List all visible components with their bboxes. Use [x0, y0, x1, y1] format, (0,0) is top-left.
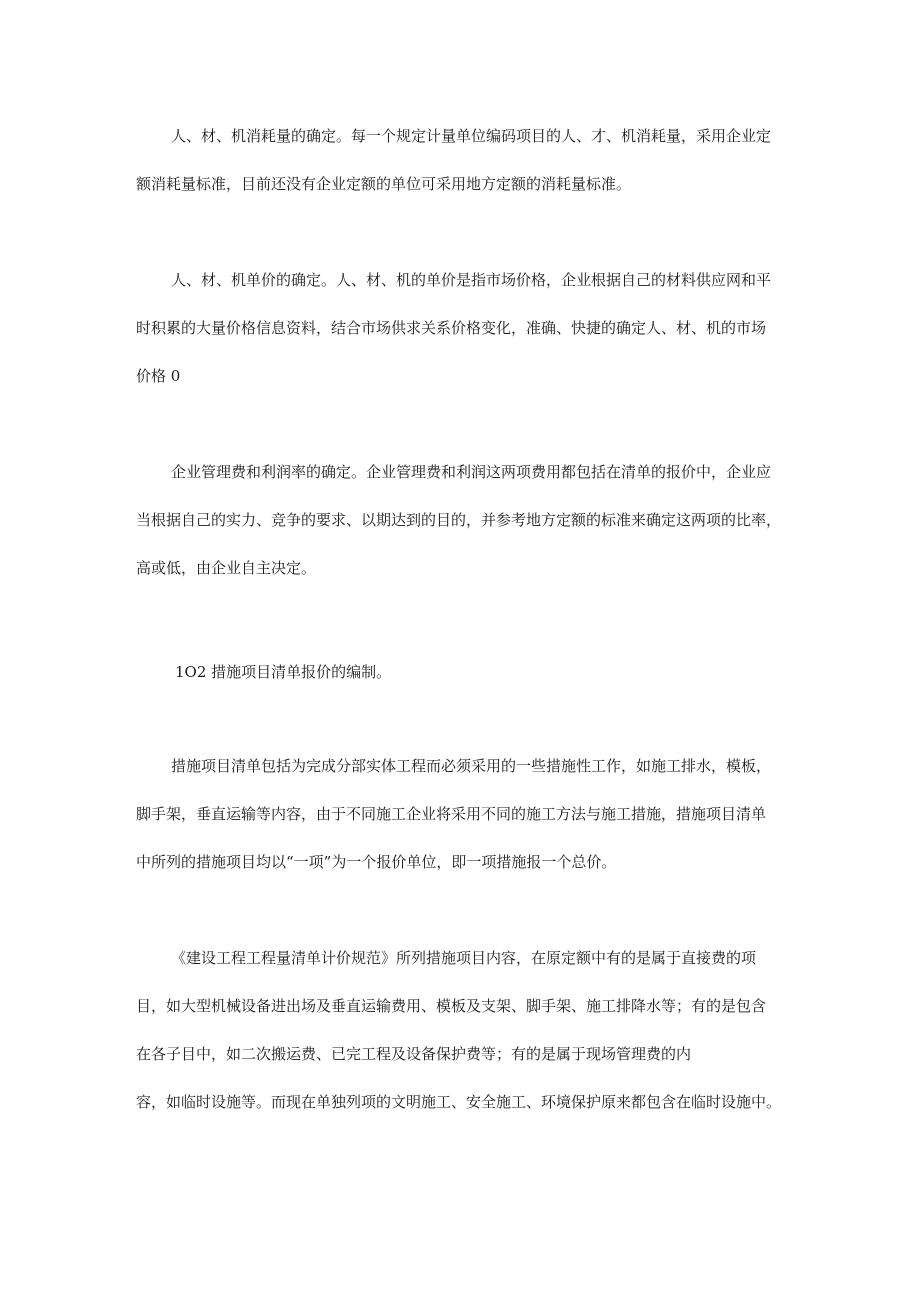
- paragraph-2-line-2: 时积累的大量价格信息资料，结合市场供求关系价格变化，准确、快捷的确定人、材、机的市场: [136, 319, 767, 337]
- paragraph-2-line-3: 价格 0: [136, 367, 181, 385]
- section-heading: 1O2 措施项目清单报价的编制。: [175, 663, 392, 681]
- paragraph-5-line-3: 中所列的措施项目均以“一项”为一个报价单位，即一项措施报一个总价。: [136, 853, 617, 871]
- paragraph-1-line-2: 额消耗量标准，目前还没有企业定额的单位可采用地方定额的消耗量标准。: [136, 175, 632, 193]
- paragraph-6-line-2: 目，如大型机械设备进出场及垂直运输费用、模板及支架、脚手架、施工排降水等；有的是包含: [136, 997, 767, 1015]
- paragraph-3-line-1: 企业管理费和利润率的确定。企业管理费和利润这两项费用都包括在清单的报价中，企业应: [171, 463, 772, 481]
- paragraph-6-line-4: 容，如临时设施等。而现在单独列项的文明施工、安全施工、环境保护原来都包含在临时设施中。: [136, 1093, 782, 1111]
- paragraph-2-line-1: 人、材、机单价的确定。人、材、机的单价是指市场价格，企业根据自己的材料供应网和平: [171, 271, 772, 289]
- paragraph-3-line-3: 高或低，由企业自主决定。: [136, 559, 317, 577]
- paragraph-5-line-1: 措施项目清单包括为完成分部实体工程而必须采用的一些措施性工作，如施工排水，模板，: [171, 757, 772, 775]
- paragraph-5-line-2: 脚手架，垂直运输等内容，由于不同施工企业将采用不同的施工方法与施工措施，措施项目清单: [136, 805, 767, 823]
- paragraph-3-line-2: 当根据自己的实力、竞争的要求、以期达到的目的，并参考地方定额的标准来确定这两项的比率，: [136, 511, 782, 529]
- paragraph-6-line-3: 在各子目中，如二次搬运费、已完工程及设备保护费等；有的是属于现场管理费的内: [136, 1045, 692, 1063]
- paragraph-1-line-1: 人、材、机消耗量的确定。每一个规定计量单位编码项目的人、才、机消耗量，采用企业定: [171, 127, 772, 145]
- paragraph-6-line-1: 《建设工程工程量清单计价规范》所列措施项目内容，在原定额中有的是属于直接费的项: [171, 949, 757, 967]
